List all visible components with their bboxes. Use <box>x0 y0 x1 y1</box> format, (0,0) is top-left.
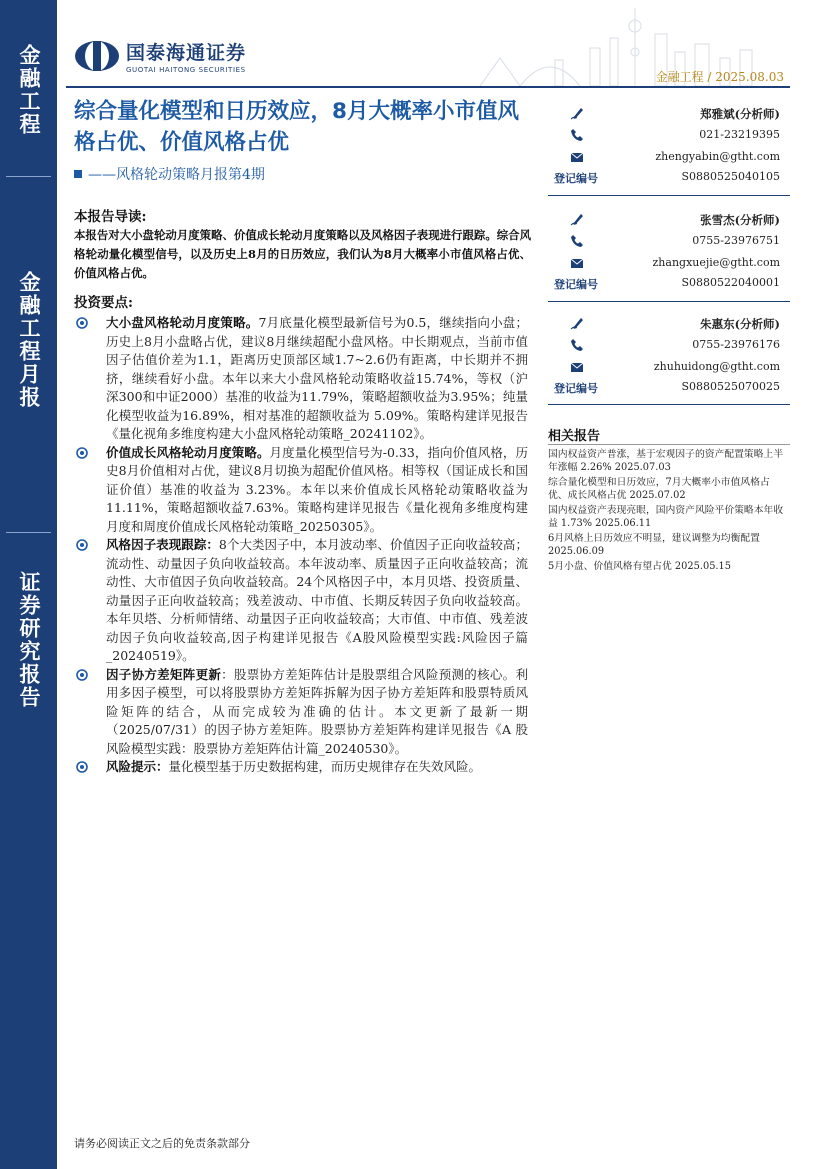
analyst-divider <box>548 404 790 405</box>
email-icon <box>570 150 584 164</box>
company-logo-icon <box>74 40 120 72</box>
registration-label: 登记编号 <box>554 172 598 185</box>
analyst-divider <box>548 301 790 302</box>
key-points-list <box>76 314 528 777</box>
analyst-phone[interactable]: 0755-23976176 <box>692 338 780 351</box>
header-category-date: 金融工程 / 2025.08.03 <box>655 70 784 84</box>
key-point-item <box>76 666 528 759</box>
key-point-bold: 风险提示： <box>106 759 169 774</box>
bullet-icon <box>76 317 88 329</box>
related-report-item[interactable]: 国内权益资产普涨，基于宏观因子的资产配置策略上半年涨幅 2.26% 2025.07.03 <box>548 449 784 473</box>
phone-icon <box>570 234 584 248</box>
registration-number: S0880525040105 <box>681 170 780 183</box>
analyst-pen-icon <box>570 316 584 330</box>
phone-icon <box>570 338 584 352</box>
company-name-en: GUOTAI HAITONG SECURITIES <box>126 66 246 74</box>
sidebar-divider <box>6 176 51 177</box>
phone-icon <box>570 128 584 142</box>
analyst-phone[interactable]: 0755-23976751 <box>692 234 780 247</box>
disclaimer-footer: 请务必阅读正文之后的免责条款部分 <box>74 1137 250 1150</box>
analyst-divider <box>548 195 790 196</box>
analyst-pen-icon <box>570 106 584 120</box>
sidebar-label-report-type: 金融工程月报 <box>17 271 41 409</box>
key-point-text: ：股票协方差矩阵估计是股票组合风险预测的核心。利用多因子模型，可以将股票协方差矩阵拆解为因子协方差矩阵和股票特质风险矩阵的结合，从而完成较为准确的估计。本文更新了最新一期（2025/07/31）的因子协方差矩阵。股票协方差矩阵构建详见报告《A 股风险模型实践：股票协方差矩阵估计篇_20240530》。 <box>106 666 528 756</box>
registration-label: 登记编号 <box>554 278 598 291</box>
company-name-cn: 国泰海通证券 <box>126 42 247 64</box>
analyst-name: 张雪杰(分析师) <box>700 213 780 227</box>
bullet-icon <box>76 761 88 773</box>
related-reports-divider <box>548 444 790 445</box>
email-icon <box>570 256 584 270</box>
key-point-item <box>76 536 528 666</box>
key-point-bold: 风格因子表现跟踪： <box>106 537 219 552</box>
lead-text: 本报告对大小盘轮动月度策略、价值成长轮动月度策略以及风格因子表现进行跟踪。综合风格轮动量化模型信号，以及历史上8月的日历效应，我们认为8月大概率小市值风格占优、价值风格占优。 <box>74 228 531 280</box>
key-point-item <box>76 444 528 537</box>
header-divider <box>66 86 790 88</box>
key-point-bold: 因子协方差矩阵更新 <box>106 666 222 682</box>
sidebar-divider <box>6 532 51 533</box>
bullet-icon <box>76 539 88 551</box>
analyst-name: 郑雅斌(分析师) <box>700 107 780 121</box>
related-reports-heading: 相关报告 <box>548 429 601 444</box>
registration-number: S0880522040001 <box>681 276 780 289</box>
sidebar-label-category: 金融工程 <box>17 44 41 136</box>
key-point-text: 量化模型基于历史数据构建，而历史规律存在失效风险。 <box>168 759 482 774</box>
bullet-icon <box>76 669 88 681</box>
report-title: 综合量化模型和日历效应，8月大概率小市值风格占优、价值风格占优 <box>74 99 519 155</box>
related-report-item[interactable]: 6月风格上日历效应不明显，建议调整为均衡配置 2025.06.09 <box>548 533 760 557</box>
analyst-email[interactable]: zhangxuejie@gtht.com <box>652 256 780 269</box>
report-subtitle-text: ——风格轮动策略月报第4期 <box>88 167 265 183</box>
key-point-bold: 价值成长风格轮动月度策略。 <box>106 444 270 460</box>
key-point-item <box>76 758 528 777</box>
key-point-text: 8个大类因子中，本月波动率、价值因子正向收益较高；流动性、动量因子负向收益较高。本年波动率、质量因子正向收益较高；流动性、大市值因子负向收益较高。24个风格因子中，本月贝塔、投资质量、动量因子正向收益较高；残差波动、中市值、长期反转因子负向收益较高。本年贝塔、分析师情绪、动量因子正向收益较高；大市值、中市值、残差波动因子负向收益较高,因子构建详见报告《A股风险模型实践:风险因子篇_20240519》。 <box>106 537 528 663</box>
analyst-email[interactable]: zhengyabin@gtht.com <box>655 150 780 163</box>
related-report-item[interactable]: 5月小盘、价值风格有望占优 2025.05.15 <box>548 561 732 572</box>
lead-heading: 本报告导读: <box>74 209 147 225</box>
registration-number: S0880525070025 <box>681 380 780 393</box>
key-point-bold: 大小盘风格轮动月度策略。 <box>106 315 259 330</box>
company-logo <box>74 38 246 74</box>
sidebar <box>0 0 57 1169</box>
report-subtitle <box>74 164 265 184</box>
sidebar-label-research: 证券研究报告 <box>17 571 41 709</box>
key-point-text: 月度量化模型信号为-0.33，指向价值风格，历史8月价值相对占优，建议8月切换为超配价值风格。相等权（国证成长和国证价值）基准的收益为 3.23%。本年以来价值成长风格轮动策略收益为11.11%，策略超额收益7.63%。策略构建详见报告《量化视角多维度构建月度和周度价值成长风格轮动策略_20250305》。 <box>106 444 528 534</box>
key-point-text: 7月底量化模型最新信号为0.5，继续指向小盘；历史上8月小盘略占优，建议8月继续超配小盘风格。中长期观点，当前市值因子估值价差为1.1，距离历史顶部区域1.7~2.6仍有距离，中长期并不拥挤，继续看好小盘。本年以来大小盘风格轮动策略收益15.74%，等权（沪深300和中证2000）基准的收益为11.79%，策略超额收益为3.95%；纯量化模型收益为16.89%，相对基准的超额收益为 5.09%。策略构建详见报告《量化视角多维度构建大小盘风格轮动策略_20241102》。 <box>106 315 528 441</box>
bullet-icon <box>76 447 88 459</box>
related-reports-list <box>548 446 788 573</box>
key-points-heading: 投资要点: <box>74 295 133 311</box>
registration-label: 登记编号 <box>554 382 598 395</box>
analyst-name: 朱惠东(分析师) <box>700 317 780 331</box>
email-icon <box>570 360 584 374</box>
analyst-email[interactable]: zhuhuidong@gtht.com <box>653 360 780 373</box>
square-bullet-icon <box>74 170 82 178</box>
related-report-item[interactable]: 国内权益资产表现亮眼，国内资产风险平价策略本年收益 1.73% 2025.06.11 <box>548 505 784 529</box>
related-report-item[interactable]: 综合量化模型和日历效应，7月大概率小市值风格占优、成长风格占优 2025.07.02 <box>548 477 770 501</box>
analyst-pen-icon <box>570 212 584 226</box>
key-point-item <box>76 314 528 444</box>
analyst-phone[interactable]: 021-23219395 <box>699 128 780 141</box>
